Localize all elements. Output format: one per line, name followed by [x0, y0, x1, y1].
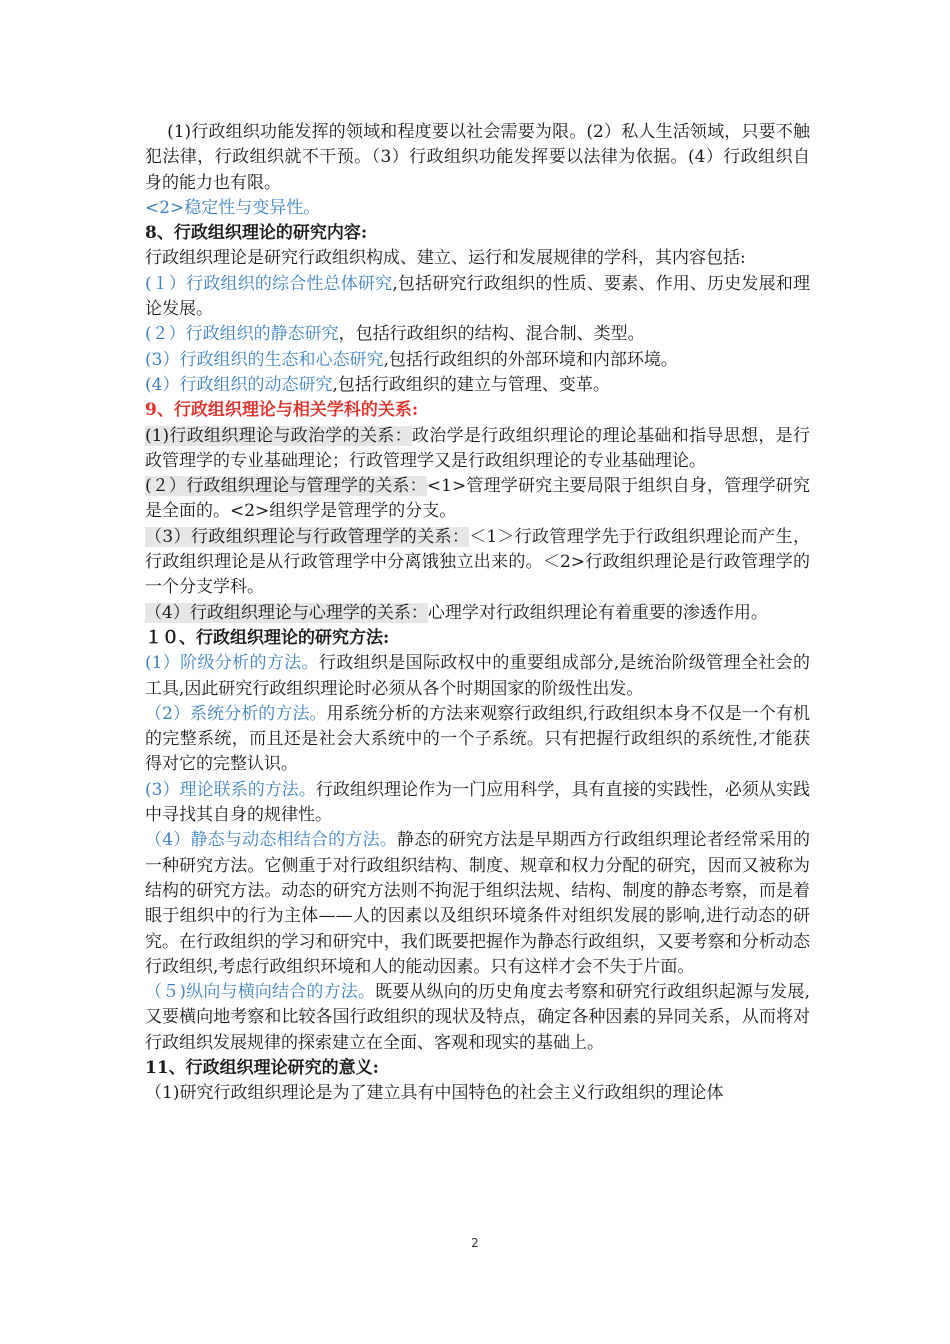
method-item-4-text: 静态的研究方法是早期西方行政组织理论者经常采用的一种研究方法。它侧重于对行政组织结构、制度、规章和权力分配的研究，因而又被称为结构的研究方法。动态的研究方法则不拘泥于组织法规、结构、制度的静态考察，而是着眼于组织中的行为主体——人的因素以及组织环境条件对组织发展的影响,进行动态的研究。在行政组织的学习和研究中，我们既要把握作为静态行政组织，又要考察和分析动态行政组织,考虑行政组织环境和人的能动因素。只有这样才会不失于片面。: [145, 830, 810, 977]
method-item-4: [145, 828, 810, 980]
content-item-2: [145, 322, 810, 347]
relation-item-3-label: （3）行政组织理论与行政管理学的关系：: [145, 526, 470, 547]
relation-item-1: [145, 424, 810, 475]
relation-item-2-text: <1>管理学研究主要局限于组织自身，管理学研究是全面的。<2>组织学是管理学的分支。: [145, 476, 810, 522]
paragraph-function-limits: (1)行政组织功能发挥的领域和程度要以社会需要为限。(2）私人生活领域，只要不触犯法律，行政组织就不干预。（3）行政组织功能发挥要以法律为依据。(4）行政组织自身的能力也有限。: [145, 122, 810, 193]
relation-item-1-text: 政治学是行政组织理论的理论基础和指导思想，是行政管理学的专业基础理论；行政管理学又是行政组织理论的专业基础理论。: [145, 425, 811, 471]
content-item-4: [145, 373, 810, 398]
relation-item-3-text: ＜1＞行政管理学先于行政组织理论而产生，行政组织理论是从行政管理学中分离饿独立出来的。＜2>行政组织理论是行政管理学的一个分支学科。: [145, 526, 810, 598]
heading-9: 9、行政组织理论与相关学科的关系:: [145, 400, 419, 421]
paragraph-research-intro: 行政组织理论是研究行政组织构成、建立、运行和发展规律的学科，其内容包括:: [145, 248, 746, 269]
relation-item-2: [145, 474, 810, 525]
method-item-5-label: （５)纵向与横向结合的方法。: [145, 982, 376, 1003]
content-item-1-text: ,包括研究行政组织的性质、要素、作用、历史发展和理论发展。: [145, 273, 810, 320]
content-item-4-text: ,包括行政组织的建立与管理、变革。: [332, 374, 610, 395]
method-item-1-label: (1）阶级分析的方法。: [145, 653, 319, 674]
method-item-5-text: 既要从纵向的历史角度去考察和研究行政组织起源与发展,又要横向地考察和比较各国行政组织的现状及特点，确定各种因素的异同关系，从而将对行政组织发展规律的探索建立在全面、客观和现实的基础上。: [145, 982, 811, 1053]
method-item-5: [145, 980, 810, 1056]
method-item-4-label: （4）静态与动态相结合的方法。: [145, 830, 398, 851]
relation-item-1-label: (1)行政组织理论与政治学的关系：: [145, 425, 412, 446]
paragraph-stability: <2>稳定性与变异性。: [145, 197, 321, 218]
content-item-1: [145, 272, 810, 323]
content-item-3-text: ,包括行政组织的外部环境和内部环境。: [383, 349, 678, 370]
content-item-1-label: (１）行政组织的综合性总体研究: [145, 273, 393, 294]
relation-item-4-text: 心理学对行政组织理论有着重要的渗透作用。: [427, 602, 768, 623]
heading-8: 8、行政组织理论的研究内容:: [145, 223, 368, 244]
method-item-3-label: (3）理论联系的方法。: [145, 779, 316, 800]
content-item-2-text: ，包括行政组织的结构、混合制、类型。: [338, 324, 645, 345]
significance-item-1: （1)研究行政组织理论是为了建立具有中国特色的社会主义行政组织的理论体: [145, 1083, 724, 1104]
method-item-3-text: 行政组织理论作为一门应用科学，具有直接的实践性，必须从实践中寻找其自身的规律性。: [145, 779, 810, 826]
content-item-4-label: (4）行政组织的动态研究: [145, 374, 333, 395]
method-item-3: [145, 778, 810, 829]
content-item-3-label: (3）行政组织的生态和心态研究: [145, 349, 384, 370]
method-item-2-label: （2）系统分析的方法。: [145, 703, 327, 724]
content-item-2-label: (２）行政组织的静态研究: [145, 324, 339, 345]
content-item-3: [145, 348, 810, 373]
page-number: 2: [471, 1236, 479, 1250]
method-item-1: [145, 651, 810, 702]
relation-item-4-label: （4）行政组织理论与心理学的关系：: [145, 602, 428, 623]
method-item-2: [145, 702, 810, 778]
relation-item-4: [145, 601, 810, 626]
relation-item-2-label: (２）行政组织理论与管理学的关系：: [145, 476, 427, 497]
heading-11: 11、行政组织理论研究的意义:: [145, 1057, 379, 1078]
method-item-1-text: 行政组织是国际政权中的重要组成部分,是统治阶级管理全社会的工具,因此研究行政组织理论时必须从各个时期国家的阶级性出发。: [145, 653, 810, 699]
method-item-2-text: 用系统分析的方法来观察行政组织,行政组织本身不仅是一个有机的完整系统，而且还是社会大系统中的一个子系统。只有把握行政组织的系统性,才能获得对它的完整认识。: [145, 703, 810, 775]
heading-10: １０、行政组织理论的研究方法:: [145, 627, 390, 648]
page-body: [145, 120, 810, 1107]
relation-item-3: [145, 525, 810, 601]
